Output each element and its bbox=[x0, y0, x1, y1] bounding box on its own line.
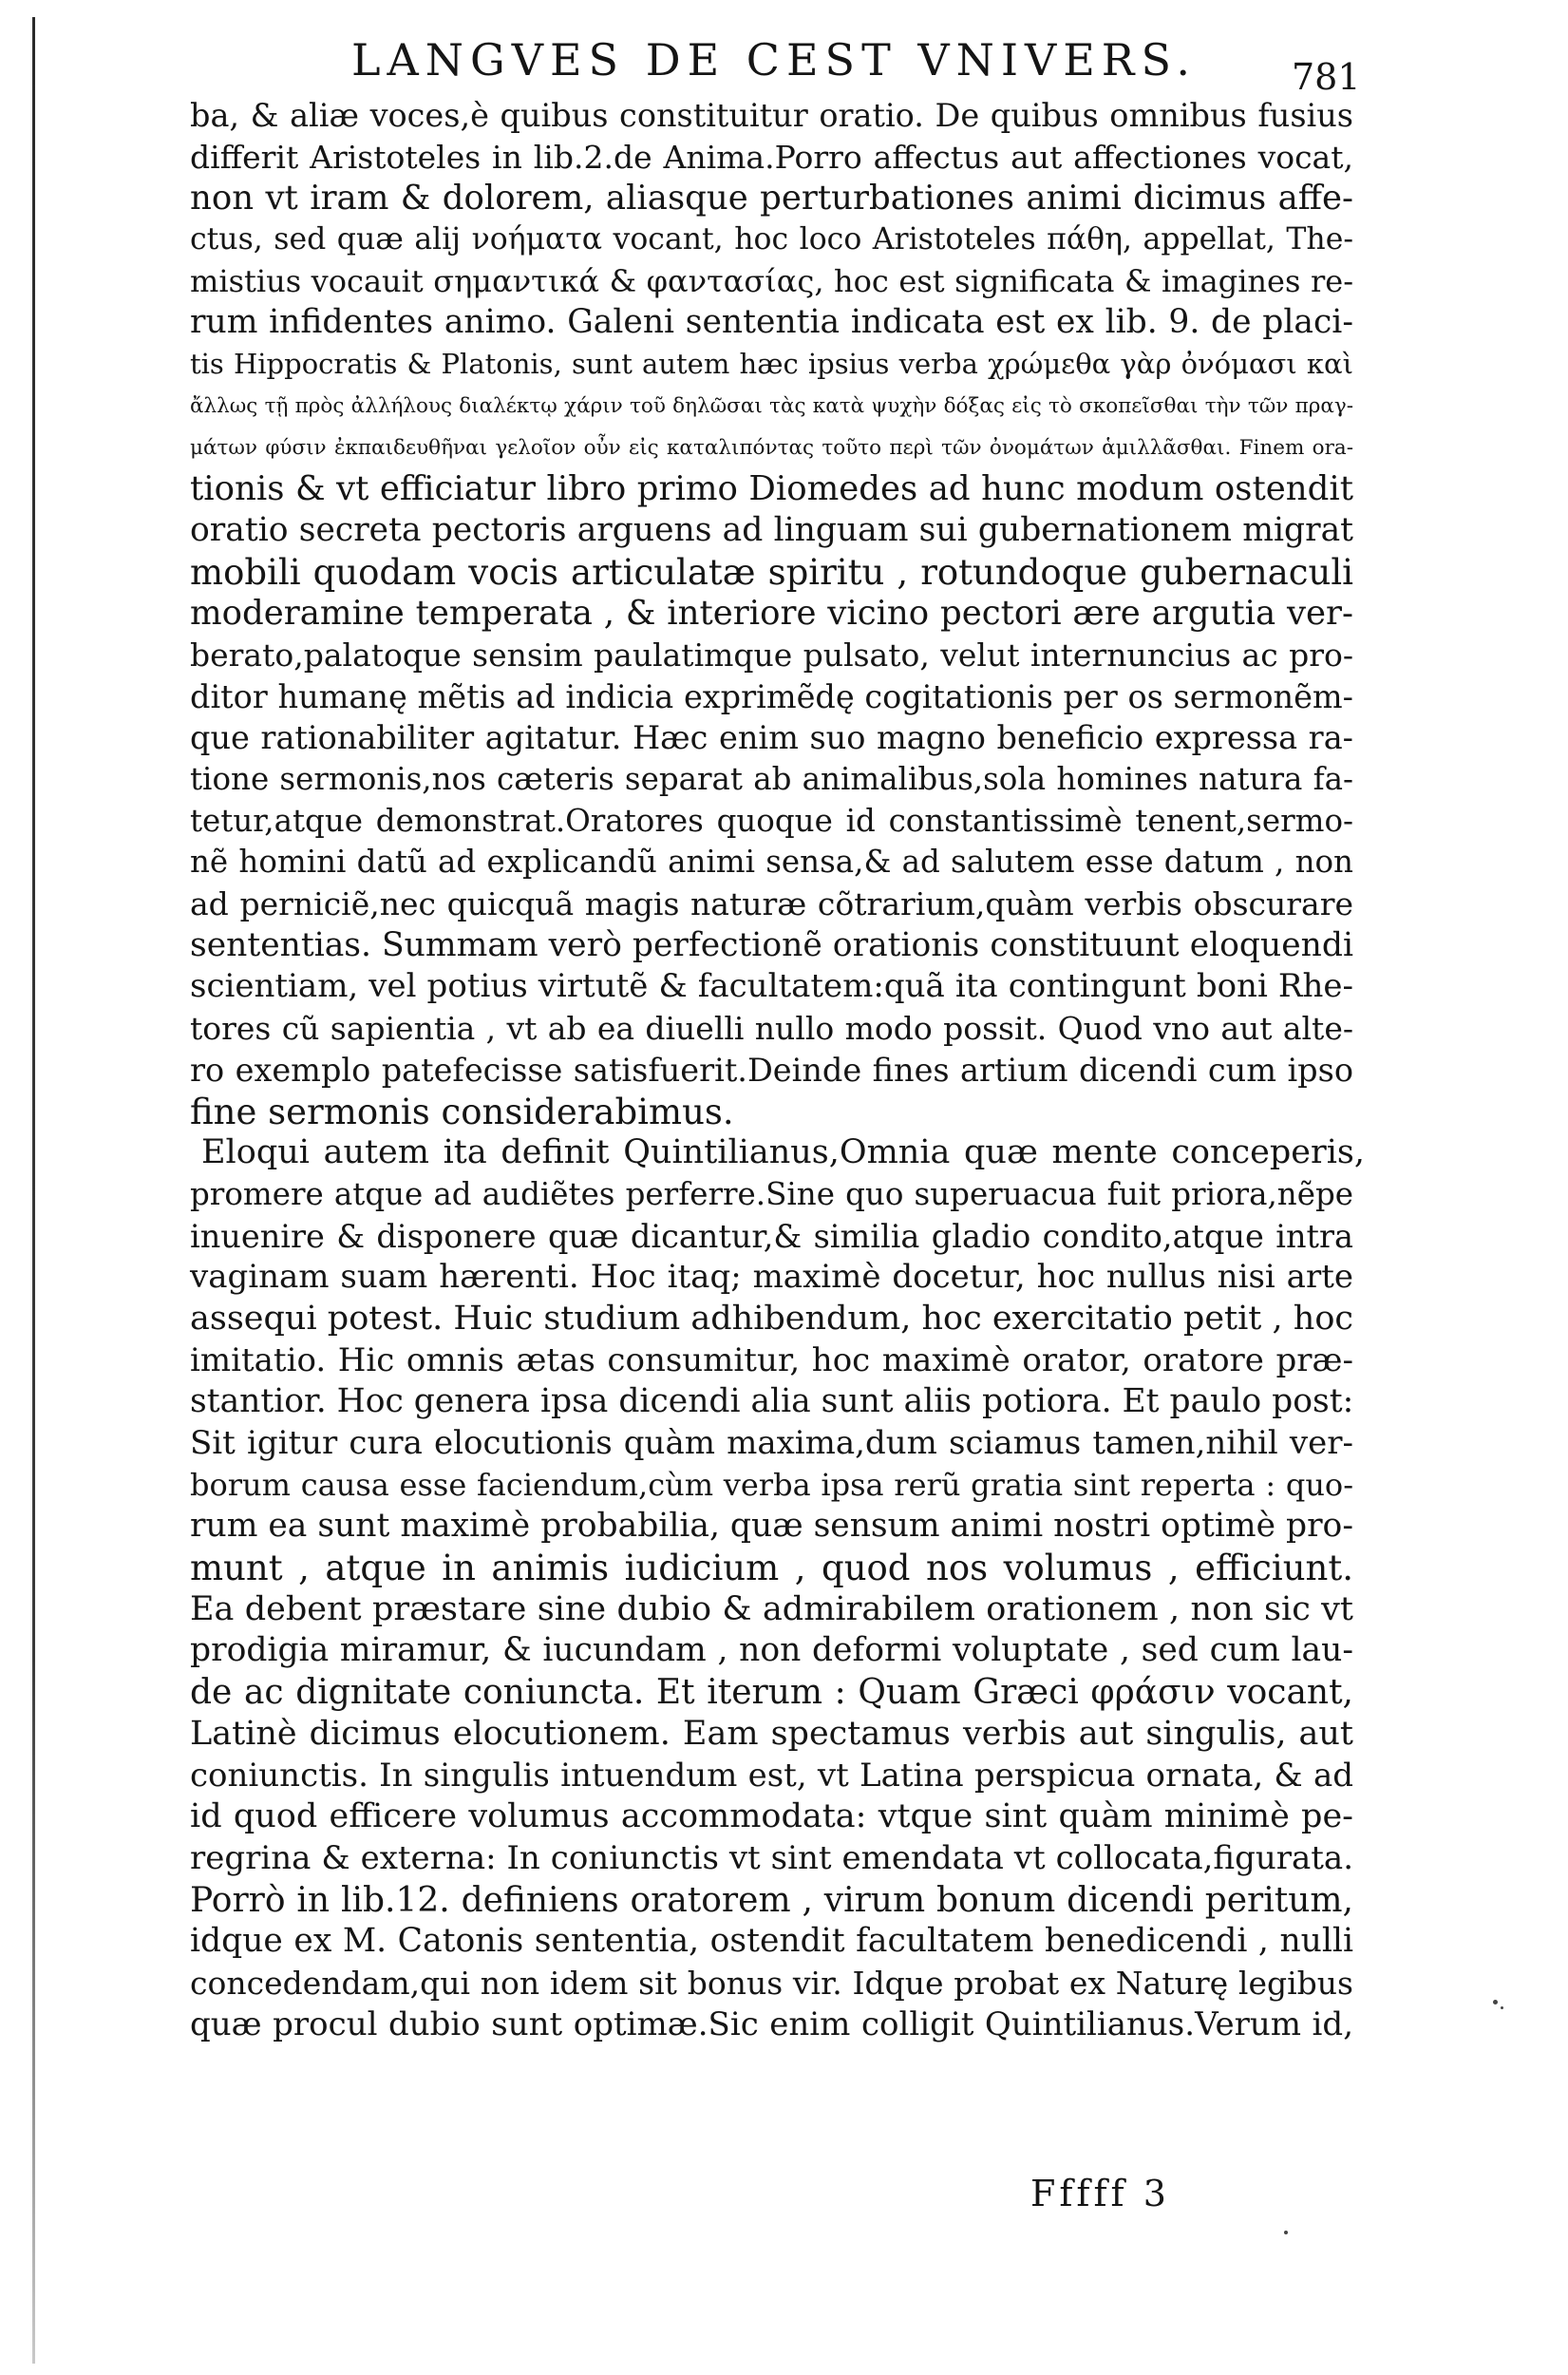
text-line: ctus, sed quæ alij νοήματα vocant, hoc loco Aristoteles πάθη, appellat, The- bbox=[190, 222, 1353, 257]
ink-speck bbox=[1284, 2231, 1288, 2234]
text-line: regrina & externa: In coniunctis vt sint emendata vt collocata,figurata. bbox=[190, 1838, 1353, 1877]
text-line: rum ea sunt maximè probabilia, quæ sensum animi nostri optimè pro- bbox=[190, 1507, 1353, 1546]
text-line: ditor humanę mẽtis ad indicia exprimẽdę cogitationis per os sermonẽm- bbox=[190, 677, 1353, 715]
text-line: Latinè dicimus elocutionem. Eam spectamus verbis aut singulis, aut bbox=[190, 1714, 1353, 1753]
text-line: que rationabiliter agitatur. Hæc enim suo magno beneficio expressa ra- bbox=[190, 719, 1353, 757]
text-line: rum infidentes animo. Galeni sententia indicata est ex lib. 9. de placi- bbox=[190, 303, 1353, 342]
text-line: assequi potest. Huic studium adhibendum, hoc exercitatio petit , hoc bbox=[190, 1299, 1353, 1338]
text-line: promere atque ad audiẽtes perferre.Sine quo superuacua fuit priora,nẽpe bbox=[190, 1175, 1353, 1212]
text-line: nẽ homini datũ ad explicandũ animi sensa,& ad salutem esse datum , non bbox=[190, 844, 1353, 881]
binding-edge-line bbox=[32, 17, 35, 2364]
ink-speck bbox=[1501, 2006, 1503, 2009]
text-line: imitatio. Hic omnis ætas consumitur, hoc maximè orator, oratore præ- bbox=[190, 1340, 1353, 1379]
text-line: coniunctis. In singulis intuendum est, vt Latina perspicua ornata, & ad bbox=[190, 1756, 1353, 1795]
text-line: mobili quodam vocis articulatæ spiritu , rotundoque gubernaculi bbox=[190, 551, 1353, 593]
text-line: ba, & aliæ voces,è quibus constituitur oratio. De quibus omnibus fusius bbox=[190, 97, 1353, 134]
text-line: vaginam suam hærenti. Hoc itaq; maximè docetur, hoc nullus nisi arte bbox=[190, 1258, 1353, 1297]
page-number: 781 bbox=[1292, 56, 1361, 98]
text-line: non vt iram & dolorem, aliasque perturbationes animi dicimus affe- bbox=[190, 179, 1353, 218]
text-line: tis Hippocratis & Platonis, sunt autem hæc ipsius verba χρώμεθα γὰρ ὀνόμασι καὶ bbox=[190, 348, 1353, 381]
ink-speck bbox=[1493, 2000, 1498, 2004]
text-line: moderamine temperata , & interiore vicino pectori ære argutia ver- bbox=[190, 594, 1353, 634]
paragraph-start-line: Eloqui autem ita definit Quintilianus,Omnia quæ mente conceperis, bbox=[201, 1133, 1365, 1172]
text-line: scientiam, vel potius virtutẽ & facultatem:quã ita contingunt boni Rhe- bbox=[190, 967, 1353, 1006]
text-line: ad perniciẽ,nec quicquã magis naturæ cõtrarium,quàm verbis obscurare bbox=[190, 885, 1353, 923]
text-line: berato,palatoque sensim paulatimque pulsato, velut internuncius ac pro- bbox=[190, 636, 1353, 674]
signature-mark: Fffff 3 bbox=[1030, 2173, 1170, 2214]
body-text bbox=[190, 95, 1365, 2045]
text-line: id quod efficere volumus accommodata: vtque sint quàm minimè pe- bbox=[190, 1797, 1353, 1836]
running-title: LANGVES DE CEST VNIVERS. bbox=[351, 34, 1197, 86]
text-line: tores cũ sapientia , vt ab ea diuelli nullo modo possit. Quod vno aut alte- bbox=[190, 1010, 1353, 1048]
text-line: munt , atque in animis iudicium , quod nos volumus , efficiunt. bbox=[190, 1548, 1353, 1589]
greek-quotation-line: μάτων φύσιν ἐκπαιδευθῆναι γελοῖον οὖν εἰς καταλιπόντας τοῦτο περὶ τῶν ὀνομάτων ἁμιλλᾶσθαι. Finem ora- bbox=[190, 435, 1353, 460]
text-line: concedendam,qui non idem sit bonus vir. Idque probat ex Naturę legibus bbox=[190, 1964, 1353, 2002]
text-line: fine sermonis considerabimus. bbox=[190, 1091, 734, 1132]
text-line: stantior. Hoc genera ipsa dicendi alia sunt aliis potiora. Et paulo post: bbox=[190, 1382, 1354, 1421]
text-line: Porrò in lib.12. definiens oratorem , virum bonum dicendi peritum, bbox=[190, 1880, 1353, 1920]
text-line: quæ procul dubio sunt optimæ.Sic enim colligit Quintilianus.Verum id, bbox=[190, 2004, 1353, 2043]
text-line: oratio secreta pectoris arguens ad linguam sui gubernationem migrat bbox=[190, 510, 1353, 549]
text-line: sententias. Summam verò perfectionẽ orationis constituunt eloquendi bbox=[190, 925, 1353, 964]
text-line: tione sermonis,nos cæteris separat ab animalibus,sola homines natura fa- bbox=[190, 761, 1353, 797]
text-line: prodigia miramur, & iucundam , non deformi voluptate , sed cum lau- bbox=[190, 1631, 1353, 1670]
text-line: differit Aristoteles in lib.2.de Anima.Porro affectus aut affectiones vocat, bbox=[190, 138, 1353, 176]
text-line: de ac dignitate coniuncta. Et iterum : Quam Græci φράσιν vocant, bbox=[190, 1673, 1353, 1713]
text-line: Ea debent præstare sine dubio & admirabilem orationem , non sic vt bbox=[190, 1589, 1353, 1628]
text-line: tetur,atque demonstrat.Oratores quoque id constantissimè tenent,sermo- bbox=[190, 802, 1353, 839]
text-line: Sit igitur cura elocutionis quàm maxima,dum sciamus tamen,nihil ver- bbox=[190, 1424, 1353, 1462]
text-line: inuenire & disponere quæ dicantur,& similia gladio condito,atque intra bbox=[190, 1217, 1353, 1255]
text-line: borum causa esse faciendum,cùm verba ipsa rerũ gratia sint reperta : quo- bbox=[190, 1466, 1353, 1503]
text-line: ro exemplo patefecisse satisfuerit.Deinde fines artium dicendi cum ipso bbox=[190, 1051, 1353, 1089]
text-line: tionis & vt efficiatur libro primo Diomedes ad hunc modum ostendit bbox=[190, 469, 1353, 509]
text-line: mistius vocauit σημαντικά & φαντασίας, hoc est significata & imagines re- bbox=[190, 262, 1353, 299]
text-line: idque ex M. Catonis sententia, ostendit facultatem benedicendi , nulli bbox=[190, 1922, 1353, 1961]
greek-quotation-line: ἄλλως τῇ πρὸς ἀλλήλους διαλέκτῳ χάριν τοῦ δηλῶσαι τὰς κατὰ ψυχὴν δόξας εἰς τὸ σκοπεῖσθαι τὴν τῶν πραγ- bbox=[190, 393, 1353, 418]
